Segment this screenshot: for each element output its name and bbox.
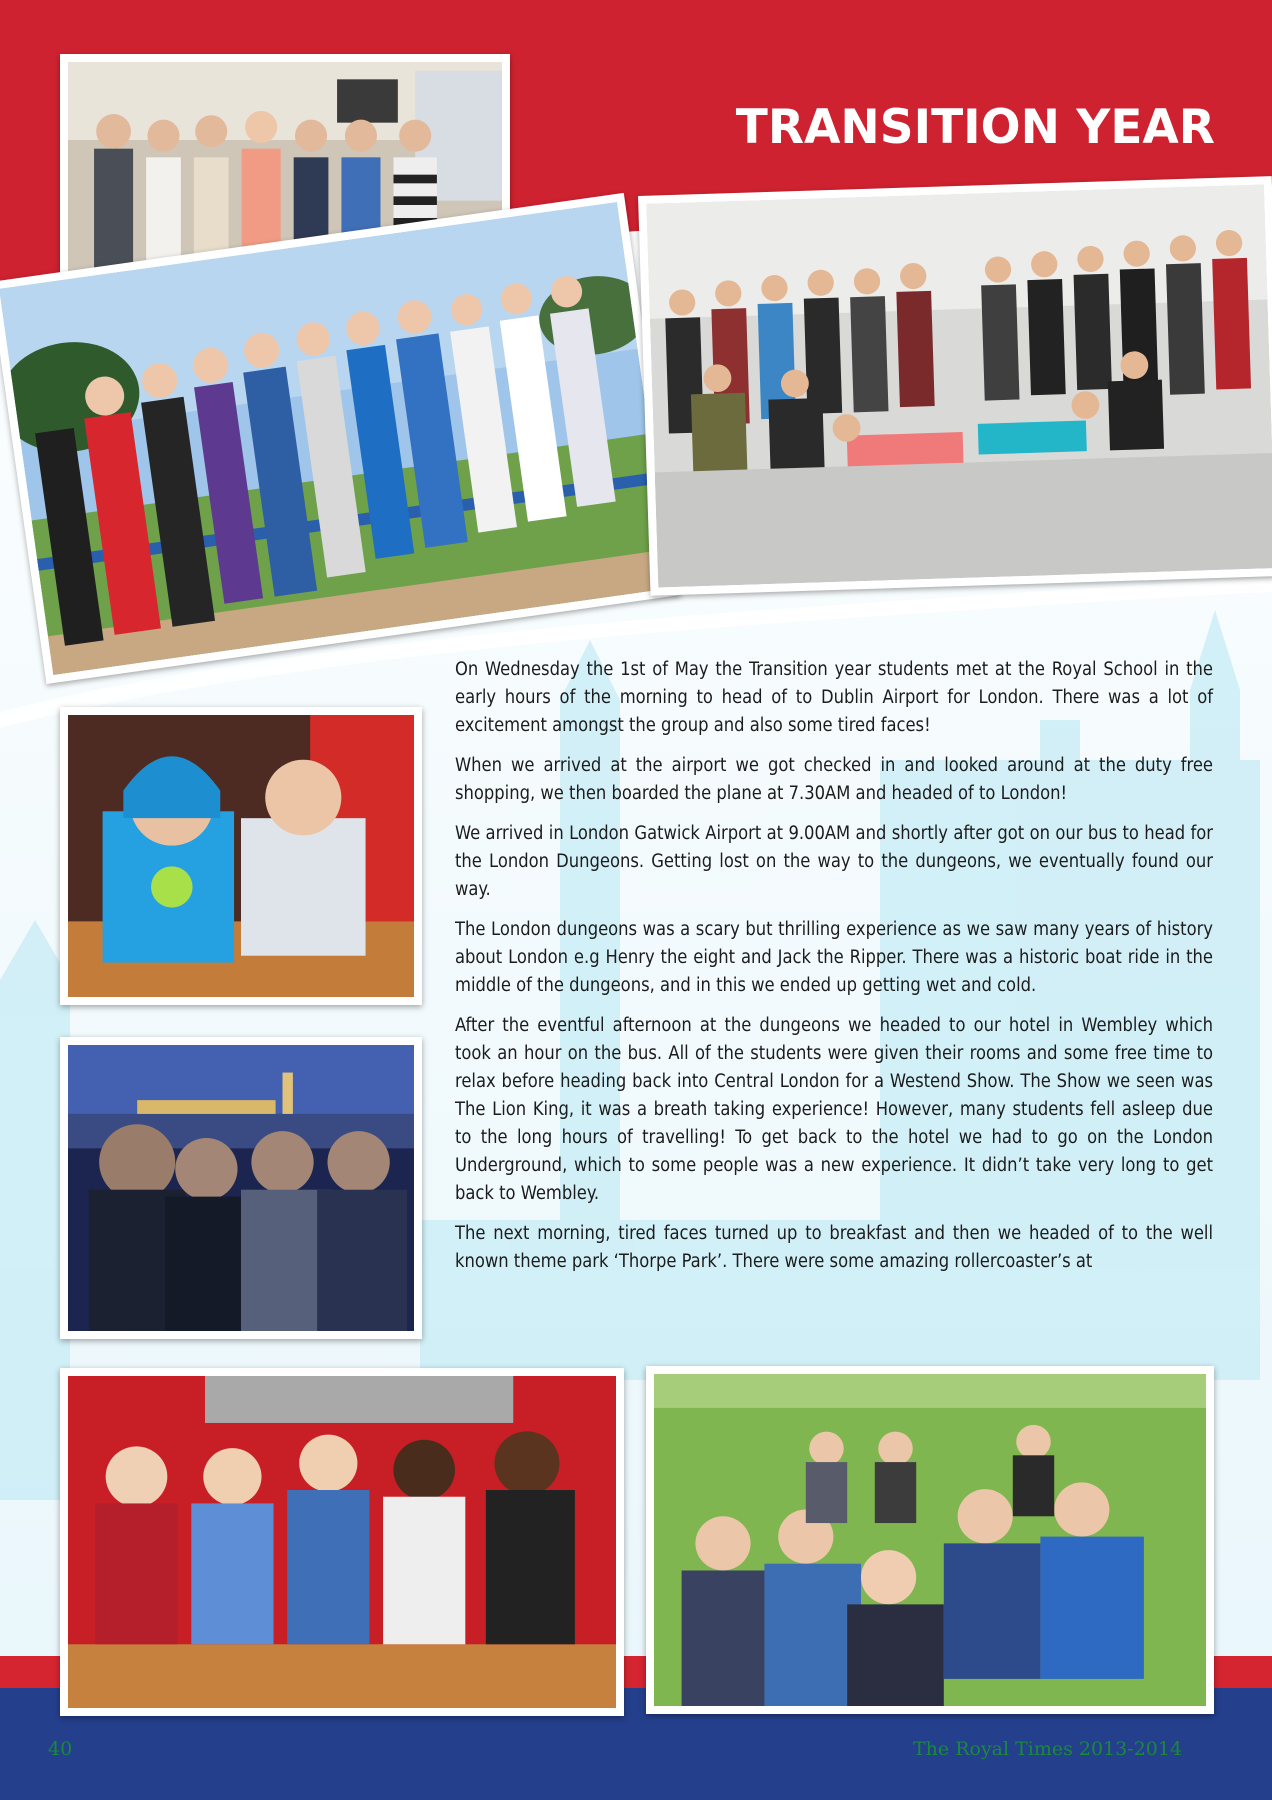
article-paragraph: We arrived in London Gatwick Airport at 9.00AM and shortly after got on our bus to head for the London Dungeons. Getting lost on the way to the dungeons, we eventually found our way. bbox=[455, 823, 1213, 900]
students-on-grass-photo bbox=[646, 1366, 1214, 1714]
publication-name: The Royal Times 2013-2014 bbox=[913, 1738, 1183, 1760]
article-paragraph: After the eventful afternoon at the dungeons we headed to our hotel in Wembley which took an hour on the bus. All of the students were given their rooms and some free time to relax before heading back into Central London for a Westend Show. The Show we seen was The Lion King, it was a breath taking experience! However, many students fell asleep due to the long hours of travelling! To get back to the hotel we had to go on the London Underground, which to some people was a new experience. It didn’t take very long to get back to Wembley. bbox=[455, 1015, 1213, 1204]
page-title: TRANSITION YEAR bbox=[735, 100, 1215, 155]
two-boys-restaurant-photo bbox=[60, 707, 422, 1005]
article-paragraph: When we arrived at the airport we got checked in and looked around at the duty free shopping, we then boarded the plane at 7.30AM and headed of to London! bbox=[455, 755, 1213, 804]
article-body bbox=[455, 656, 1213, 1288]
page-number: 40 bbox=[48, 1738, 73, 1760]
article-paragraph: The London dungeons was a scary but thrilling experience as we saw many years of history about London e.g Henry the eight and Jack the Ripper. There was a historic boat ride in the middle of the dungeons, and in this we ended up getting wet and cold. bbox=[455, 919, 1213, 996]
article-paragraph: The next morning, tired faces turned up to breakfast and then we headed of to the well known theme park ‘Thorpe Park’. There were some amazing rollercoaster’s at bbox=[455, 1223, 1213, 1272]
article-paragraph: On Wednesday the 1st of May the Transition year students met at the Royal School in the early hours of the morning to head of to Dublin Airport for London. There was a lot of excitement amongst the group and also some tired faces! bbox=[455, 659, 1213, 736]
london-night-view-photo bbox=[60, 1037, 422, 1339]
girls-at-pizza-restaurant-photo bbox=[60, 1368, 624, 1716]
airport-group-photo bbox=[638, 176, 1272, 596]
